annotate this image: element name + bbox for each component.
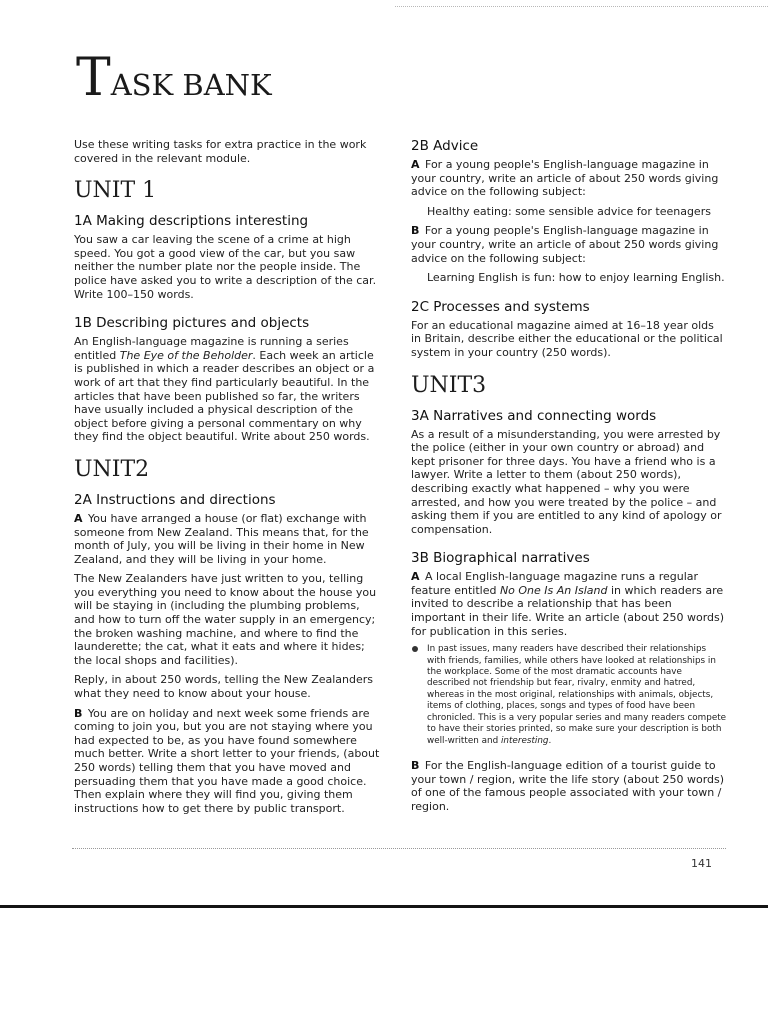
section-2b-task-a [411,158,727,199]
page-number: 141 [691,857,712,870]
intro-text: Use these writing tasks for extra practice in the work covered in the relevant module. [74,138,367,165]
unit-2-heading: UNIT2 [74,456,150,482]
section-1a-heading: 1A Making descriptions interesting [74,213,309,230]
section-2a-paragraph-3: Reply, in about 250 words, telling the New Zealanders what they need to know about your house. [74,673,374,701]
page-title-initial: T [76,48,111,108]
unit-3-heading: UNIT3 [411,372,487,398]
right-column [411,138,727,813]
task-text-end: in which readers are invited to describe a relationship that has been important in their life. Write an article (about 250 words) for publication in this series. [411,583,725,638]
bottom-dotted-rule [72,848,726,849]
section-2b-topic-b: Learning English is fun: how to enjoy learning English. [427,271,725,285]
left-column [74,138,382,815]
task-text: You are on holiday and next week some friends are coming to join you, but you are not staying where you had expected to be, as you have found somewhere much better. Write a short letter to your friends, (about 250 words) telling them that you have moved and persuading them that you have made a good choice. Then explain where they will find you, giving them instructions how to get there by public transport. [74,706,380,815]
section-3a-body: As a result of a misunderstanding, you were arrested by the police (either in your own country or abroad) and kept prisoner for three days. You have a friend who is a lawyer. Write a letter to them (about 250 words), describing exactly what happened – why you were arrested, and how you were treated by the police – and asking them if you are entitled to any kind of apology or compensation. [411,427,722,536]
section-1b-heading: 1B Describing pictures and objects [74,315,310,332]
section-3b-heading: 3B Biographical narratives [411,550,590,567]
section-3b-task-a [411,570,727,638]
bullet-text-start: In past issues, many readers have described their relationships with friends, families, while others have looked at relationships in the workplace. Some of the most dramatic accounts have described not friendship but fear, rivalry, enmity and hatred, whereas in the most original, relationships with animals, objects, items of clothing, places, songs and types of food have been chronicled. This is a very popular series and many readers compete to have their stories printed, so make sure your description is both well-written and [427,644,727,746]
section-2b-task-b [411,224,727,265]
section-1a-body: You saw a car leaving the scene of a crime at high speed. You got a good view of the car, but you saw neither the number plate nor the people inside. The police have asked you to write a description of the car. Write 100–150 words. [74,233,377,301]
task-label: A [411,570,420,584]
section-2a-task-b [74,707,382,816]
section-3a-heading: 3A Narratives and connecting words [411,407,657,424]
task-text: For a young people's English-language magazine in your country, write an article of about 250 words giving advice on the following subject: [411,158,719,199]
page-title-rest: ASK BANK [110,68,272,102]
page-edge-line [0,905,768,908]
section-2a-heading: 2A Instructions and directions [74,491,276,508]
page-title [76,48,272,108]
section-3b-task-b [411,759,727,813]
task-text: You have arranged a house (or flat) exchange with someone from New Zealand. This means that, for the month of July, you will be living in their home in New Zealand, and they will be living in your home. [74,511,369,566]
section-2b-topic-a: Healthy eating: some sensible advice for teenagers [427,204,711,218]
series-title: The Eye of the Beholder [119,348,253,362]
task-label: A [74,511,83,525]
task-label: A [411,158,420,171]
section-2a-task-a [74,512,382,566]
task-text: For a young people's English-language magazine in your country, write an article of about 250 words giving advice on the following subject: [411,224,719,265]
unit-1-heading: UNIT 1 [74,178,157,204]
task-label: B [411,224,420,238]
section-1b-body-end: . Each week an article is published in which a reader describes an object or a work of art that they find particularly beautiful. In the articles that have been published so far, the writers have usually included a physical description of the object before giving a personal commentary on why they find the object beautiful. Write about 250 words. [74,348,375,444]
bullet-emphasis: interesting [500,735,549,746]
top-dotted-rule [395,6,768,7]
task-text: For the English-language edition of a tourist guide to your town / region, write the life story (about 250 words) of one of the famous people associated with your town / region. [411,758,725,813]
section-2c-heading: 2C Processes and systems [411,298,590,315]
bullet-icon [412,646,418,652]
series-title: No One Is An Island [499,583,608,597]
task-text-start: A local English-language magazine runs a regular feature entitled [411,570,699,597]
task-label: B [411,758,420,772]
section-2a-paragraph-2: The New Zealanders have just written to you, telling you everything you need to know about the house you will be staying in (including the plumbing problems, and how to turn off the water supply in an emergency; the broken washing machine, and where to find the launderette; the cat, what it eats and where it hides; the local shops and facilities). [74,572,377,667]
section-3b-bullet-note [411,644,727,747]
task-label: B [74,706,83,720]
section-1b-body [74,335,382,444]
section-1b-body-start: An English-language magazine is running a series entitled [74,335,349,362]
section-2c-body: For an educational magazine aimed at 16–18 year olds in Britain, describe either the educational or the political system in your country (250 words). [411,318,723,359]
bullet-text-end: . [548,735,552,746]
section-2b-heading: 2B Advice [411,138,479,154]
